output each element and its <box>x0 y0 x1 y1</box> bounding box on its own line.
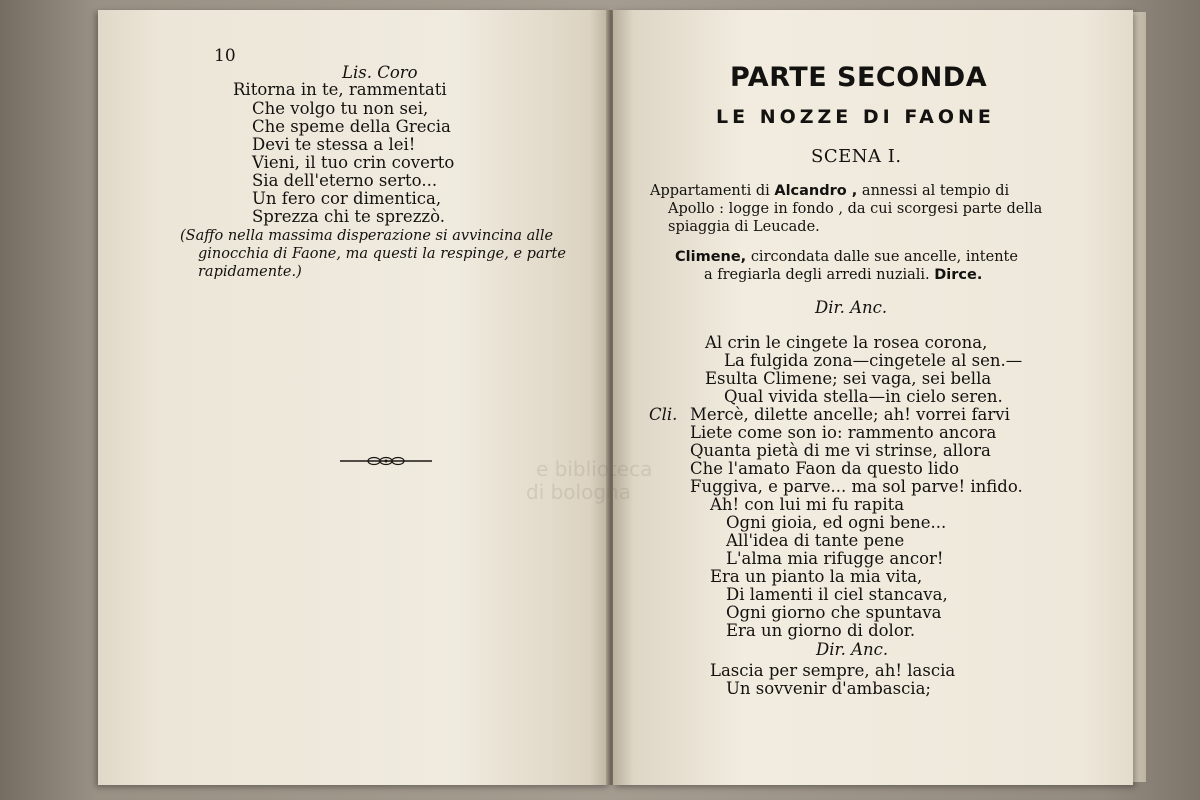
setting-text: annessi al tempio di <box>861 183 1010 199</box>
verse-line: Lascia per sempre, ah! lascia <box>710 661 956 680</box>
watermark-text: di bologna <box>526 480 631 504</box>
verse-line: Esulta Climene; sei vaga, sei bella <box>705 369 992 388</box>
verse-line: L'alma mia rifugge ancor! <box>726 549 944 568</box>
verse-line: Fuggiva, e parve... ma sol parve! infido. <box>690 477 1023 496</box>
setting-line: spiaggia di Leucade. <box>668 219 820 235</box>
verse-line: Liete come son io: rammento ancora <box>690 423 997 442</box>
character-name: Climene, <box>675 249 747 265</box>
ornament-divider <box>340 454 432 468</box>
characters-line <box>704 268 982 283</box>
character-name: Alcandro , <box>774 183 858 199</box>
stage-direction-line: rapidamente.) <box>198 264 302 280</box>
verse-line: All'idea di tante pene <box>726 531 905 550</box>
verse-line: Devi te stessa a lei! <box>252 135 416 154</box>
page-number: 10 <box>214 46 236 66</box>
speaker-label: Cli. <box>649 405 678 424</box>
verse-line: Era un pianto la mia vita, <box>710 567 923 586</box>
verse-line: La fulgida zona—cingetele al sen.— <box>724 351 1023 370</box>
verse-line: Che speme della Grecia <box>252 117 451 136</box>
verse-line: Vieni, il tuo crin coverto <box>252 153 455 172</box>
part-title: PARTE SECONDA <box>730 62 988 93</box>
verse-line: Di lamenti il ciel stancava, <box>726 585 948 604</box>
verse-line: Sia dell'eterno serto... <box>252 171 438 190</box>
verse-line: Sprezza chi te sprezzò. <box>252 207 445 226</box>
verse-line: Ritorna in te, rammentati <box>233 80 447 99</box>
setting-text: Appartamenti di <box>650 183 770 199</box>
verse-line: Ogni gioia, ed ogni bene... <box>726 513 947 532</box>
verse-line: Un fero cor dimentica, <box>252 189 442 208</box>
stage-direction-line: ginocchia di Faone, ma questi la respinge, e parte <box>198 246 566 262</box>
right-page <box>613 10 1133 785</box>
setting-line <box>650 184 1009 199</box>
scene-heading: SCENA I. <box>811 146 902 167</box>
verse-line: Al crin le cingete la rosea corona, <box>705 333 988 352</box>
verse-line: Che volgo tu non sei, <box>252 99 429 118</box>
verse-line: Un sovvenir d'ambascia; <box>726 679 931 698</box>
verse-line: Che l'amato Faon da questo lido <box>690 459 960 478</box>
verse-line: Quanta pietà di me vi strinse, allora <box>690 441 991 460</box>
verse-line: Qual vivida stella—in cielo seren. <box>724 387 1003 406</box>
watermark-text: e biblioteca <box>536 457 653 481</box>
speaker-label: Lis. Coro <box>342 63 418 82</box>
verse-line: Mercè, dilette ancelle; ah! vorrei farvi <box>690 405 1010 424</box>
characters-text: circondata dalle sue ancelle, intente <box>750 249 1018 265</box>
character-name: Dirce. <box>934 267 983 283</box>
stage-direction-line: (Saffo nella massima disperazione si avvincina alle <box>180 228 554 244</box>
verse-line: Era un giorno di dolor. <box>726 621 916 640</box>
left-page <box>98 10 610 785</box>
characters-line <box>675 250 1018 265</box>
act-subtitle: LE NOZZE DI FAONE <box>716 106 995 128</box>
setting-line: Apollo : logge in fondo , da cui scorgesi parte della <box>668 201 1043 217</box>
characters-text: a fregiarla degli arredi nuziali. <box>704 267 930 283</box>
speaker-label: Dir. Anc. <box>816 640 889 659</box>
speaker-label: Dir. Anc. <box>815 298 888 317</box>
verse-line: Ogni giorno che spuntava <box>726 603 942 622</box>
verse-line: Ah! con lui mi fu rapita <box>710 495 905 514</box>
